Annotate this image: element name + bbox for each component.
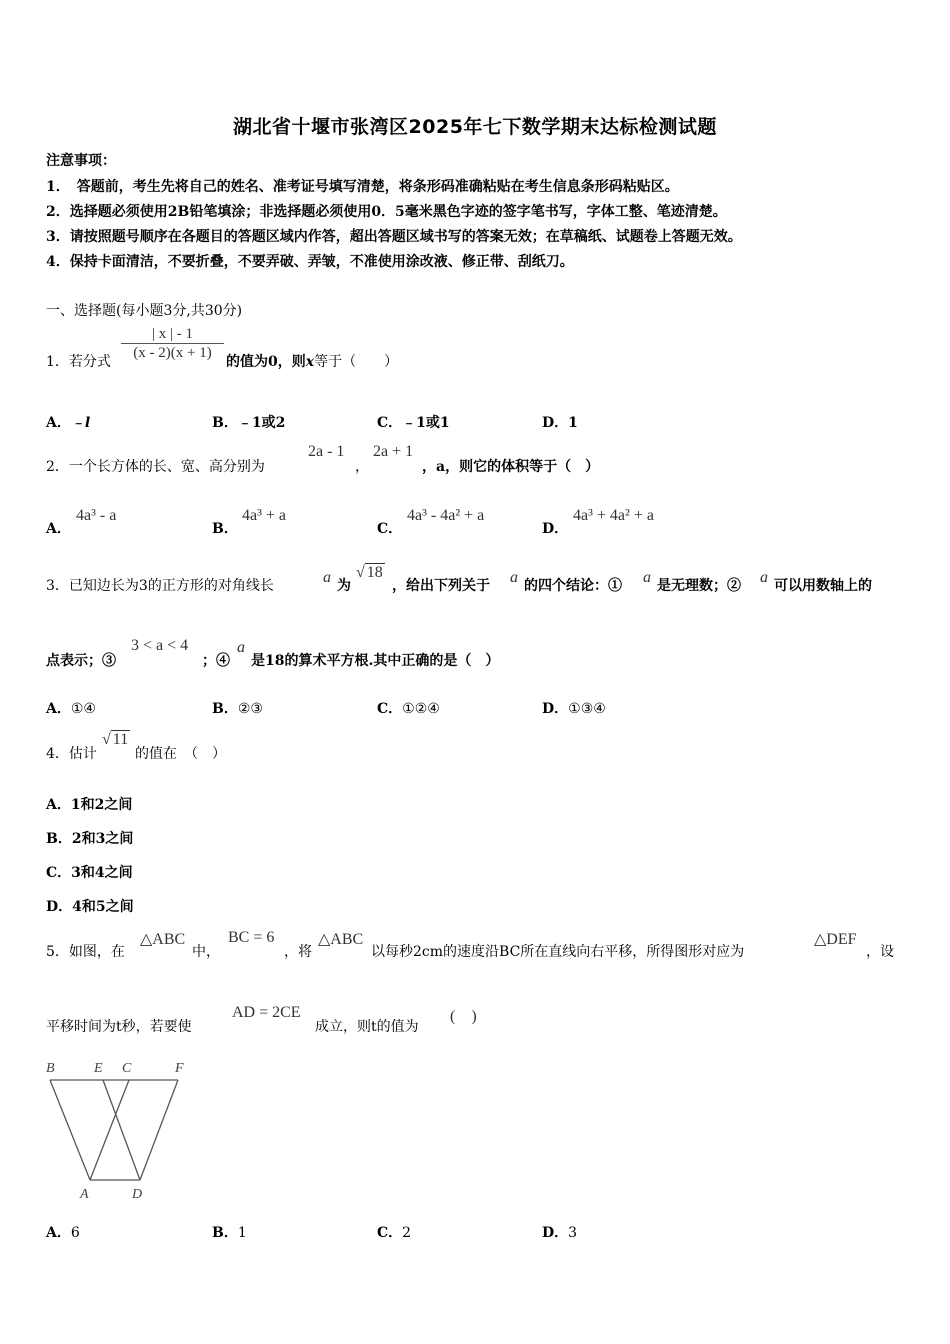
q3-text-4: 的四个结论：①: [524, 578, 622, 594]
q2-option-d-expr: 4a³ + 4a² + a: [573, 507, 654, 524]
q4-option-a[interactable]: A．1和2之间: [46, 797, 133, 813]
q4-suffix: 的值在 （ ）: [135, 746, 226, 762]
line-ac: [90, 1080, 129, 1180]
q5-text-1: 5．如图，在: [46, 944, 125, 960]
q3-line1: 3．已知边长为3的正方形的对角线长: [46, 578, 274, 594]
label-d: D: [132, 1187, 143, 1202]
label-a: A: [80, 1187, 89, 1202]
q5-option-b[interactable]: B．1: [212, 1225, 247, 1241]
q5-triangle-abc-2: △ABC: [318, 931, 364, 948]
line-df: [140, 1080, 178, 1180]
q1-numerator: | x | - 1: [151, 326, 193, 342]
label-f: F: [175, 1061, 184, 1076]
q2-option-c-letter[interactable]: C．: [377, 521, 403, 537]
q2-option-b-letter[interactable]: B．: [212, 521, 238, 537]
q5-option-d[interactable]: D．3: [542, 1225, 578, 1241]
q3-inequality: 3 < a < 4: [131, 637, 189, 654]
q2-option-b-expr: 4a³ + a: [242, 507, 287, 524]
q5-text-3: ，将: [284, 944, 312, 960]
q1-option-a[interactable]: A．﹣l: [46, 415, 91, 431]
q3-text-3: ，给出下列关于: [392, 578, 490, 594]
q3-text-6: 可以用数轴上的: [774, 578, 872, 594]
q2-expr-1: 2a - 1: [308, 443, 345, 460]
notice-item: 3．请按照题号顺序在各题目的答题区域内作答，超出答题区域书写的答案无效；在草稿纸、试题卷上答题无效。: [46, 229, 742, 245]
q1-stem: 的值为0，则x等于（ ）: [226, 354, 399, 370]
q5-text-4: 以每秒2cm的速度沿BC所在直线向右平移，所得图形对应为: [371, 944, 745, 960]
q1-option-d[interactable]: D．1: [542, 415, 578, 431]
notice-item: 2．选择题必须使用2B铅笔填涂；非选择题必须使用0．5毫米黑色字迹的签字笔书写，字体工整、笔迹清楚。: [46, 204, 727, 220]
q5-text-5: ，设: [866, 944, 894, 960]
q5-triangle-def: △DEF: [814, 931, 857, 948]
section-heading: 一、选择题(每小题3分,共30分): [46, 303, 243, 319]
q2-expr-2: 2a + 1: [373, 443, 414, 460]
q5-line2a: 平移时间为t秒，若要使: [46, 1019, 192, 1035]
label-e: E: [94, 1061, 103, 1076]
q4-option-c[interactable]: C．3和4之间: [46, 865, 133, 881]
q5-option-c[interactable]: C．2: [377, 1225, 412, 1241]
label-c: C: [122, 1061, 132, 1076]
notice-heading: 注意事项：: [46, 153, 116, 169]
q2-separator: ，: [355, 459, 369, 475]
page-title: 湖北省十堰市张湾区2025年七下数学期末达标检测试题: [233, 116, 717, 138]
q3-sqrt-18: √ 18: [356, 564, 383, 581]
q1-denominator: (x - 2)(x + 1): [133, 345, 212, 361]
q5-figure: [40, 1052, 200, 1204]
line-ed: [103, 1080, 140, 1180]
q3-var-a: a: [323, 569, 331, 586]
q3-line2a: 点表示；③: [46, 653, 116, 669]
q3-line2c: 是18的算术平方根.其中正确的是（ ）: [251, 653, 500, 669]
line-ba: [50, 1080, 90, 1180]
q3-option-d[interactable]: D．①③④: [542, 701, 606, 717]
q5-answer-paren: ( ): [450, 1008, 477, 1025]
q2-suffix: ，a，则它的体积等于（ ）: [422, 459, 600, 475]
q3-line2b: ；④: [202, 653, 230, 669]
q5-eq-ad: AD = 2CE: [232, 1004, 301, 1021]
q3-option-a[interactable]: A．①④: [46, 701, 96, 717]
label-b: B: [46, 1061, 55, 1076]
q3-var-a: a: [643, 569, 651, 586]
q5-eq-bc: BC = 6: [228, 929, 275, 946]
q4-sqrt-11: √ 11: [102, 731, 129, 748]
q2-option-a-expr: 4a³ - a: [76, 507, 117, 524]
q1-option-b[interactable]: B．﹣1或2: [212, 415, 286, 431]
q3-text-5: 是无理数；②: [657, 578, 741, 594]
q3-var-a: a: [510, 569, 518, 586]
q5-triangle-abc: △ABC: [140, 931, 186, 948]
q1-prefix: 1．若分式: [46, 354, 111, 370]
q2-prefix: 2．一个长方体的长、宽、高分别为: [46, 459, 265, 475]
q3-var-a: a: [760, 569, 768, 586]
q2-option-d-letter[interactable]: D．: [542, 521, 569, 537]
q3-option-b[interactable]: B．②③: [212, 701, 263, 717]
q2-option-c-expr: 4a³ - 4a² + a: [407, 507, 485, 524]
notice-item: 1． 答题前，考生先将自己的姓名、准考证号填写清楚，将条形码准确粘贴在考生信息条形码粘贴区。: [46, 179, 679, 195]
q4-prefix: 4．估计: [46, 746, 97, 762]
q3-text-wei: 为: [337, 578, 351, 594]
q2-option-a-letter[interactable]: A．: [46, 521, 71, 537]
q4-option-d[interactable]: D．4和5之间: [46, 899, 134, 915]
q1-option-c[interactable]: C．﹣1或1: [377, 415, 450, 431]
q3-option-c[interactable]: C．①②④: [377, 701, 440, 717]
q3-var-a: a: [237, 639, 245, 656]
q5-text-2: 中，: [192, 944, 220, 960]
q1-fraction: [121, 326, 224, 362]
q5-line2b: 成立，则t的值为: [315, 1019, 419, 1035]
q4-option-b[interactable]: B．2和3之间: [46, 831, 134, 847]
notice-item: 4．保持卡面清洁，不要折叠，不要弄破、弄皱，不准使用涂改液、修正带、刮纸刀。: [46, 254, 574, 270]
q5-option-a[interactable]: A．6: [46, 1225, 80, 1241]
